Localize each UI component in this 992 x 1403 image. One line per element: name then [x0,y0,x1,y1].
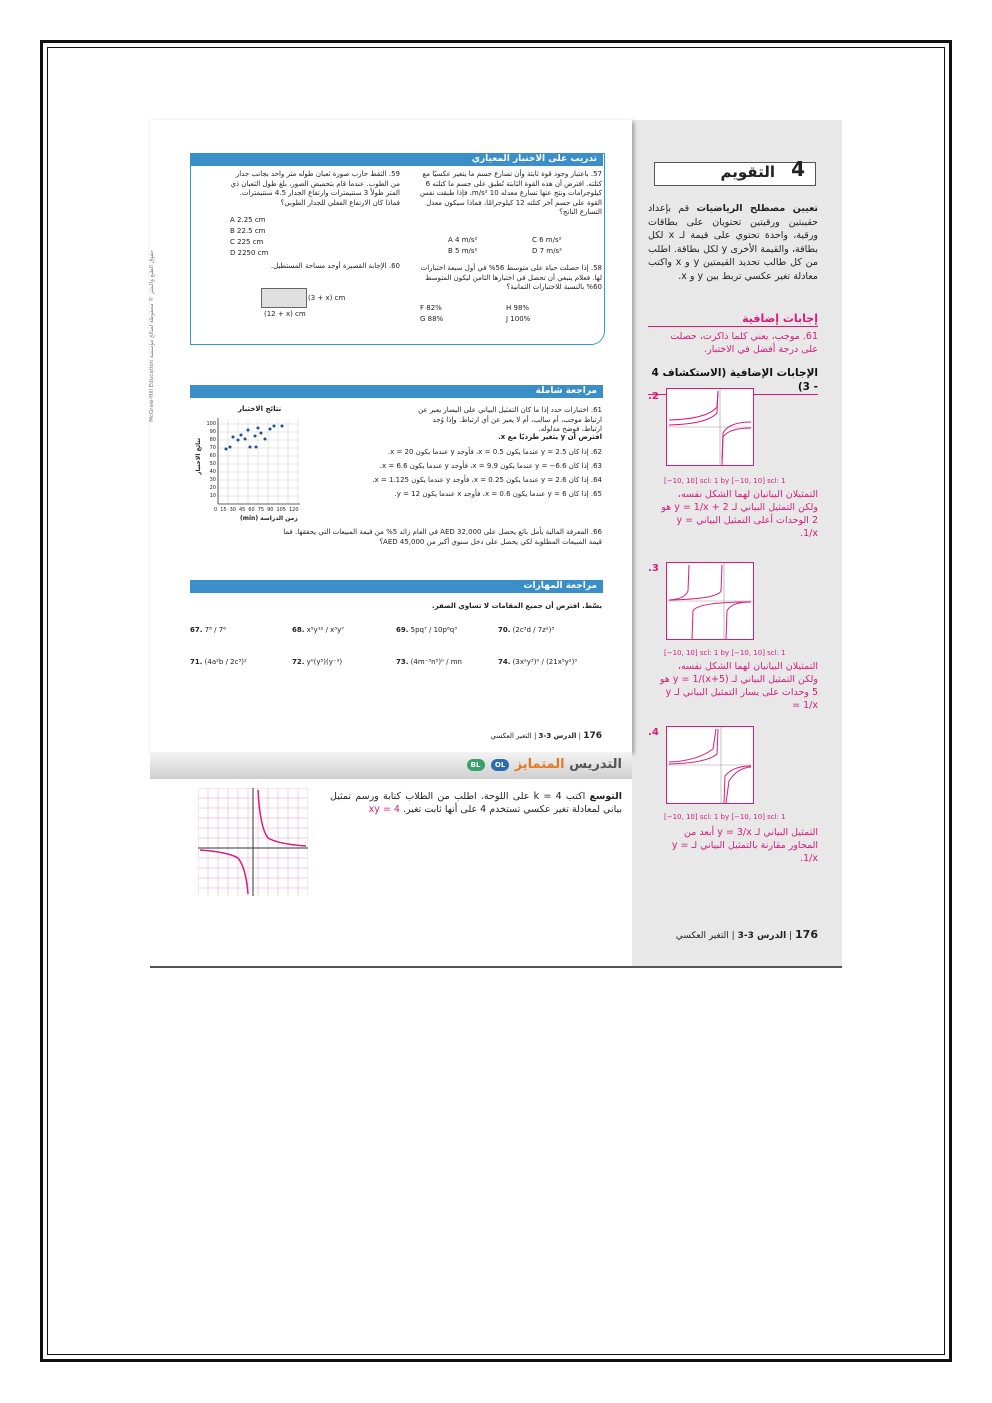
graph-3-text: التمثيلان البيانيان لهما الشكل نفسه، ولكن التمثيل البياني لـ y = 1/(x+5) هو 5 وحدات على يسار التمثيل البياني لـ y = 1/x [659,661,818,711]
badge-bl: BL [467,759,485,771]
skills-instruction: بسّط. افترض أن جميع المقامات لا تساوي الصفر. [431,602,602,610]
badge-ol: OL [491,759,509,771]
diff-title-prefix: التدريس [569,757,622,772]
q59-option-c: C 225 cm [230,238,264,246]
y-tick: 20 [209,485,216,491]
calculator-graph-3 [666,562,754,640]
student-page [150,120,632,752]
scatter-plot [208,416,308,516]
x-tick: 15 [220,507,227,513]
graph-3-caption: [−10, 10] scl: 1 by [−10, 10] scl: 1 [664,649,786,657]
graph-4-text: التمثيل البياني لـ y = 3/x أبعد من المحاور مقارنة بالتمثيل البياني لـ y = 1/x. [671,827,818,864]
assessment-text: قم بإعداد حقيبتين ورقيتين تحتويان على بطاقات ورقية، واحدة تحتوي على قيمة لـ x لكل بطاقة، والقيمة الأخرى y لكل بطاقة. اطلب من كل طالب تحديد القيمتين y و x واكتب معادلة تغير عكسي تربط بين y و x. [648,203,818,282]
q59-option-a: A 2.25 cm [230,216,266,224]
scatter-grid [218,420,298,504]
bottom-rule [150,966,842,968]
skill-item: 70. (2c³d / 7z²)³ [498,626,555,634]
extension-answer: xy = 4 [368,804,400,815]
skill-item: 71. (4a²b / 2c³)² [190,658,247,666]
q59-option-d: D 2250 cm [230,249,269,257]
extension-text: اكتب k = 4 على اللوحة. اطلب من الطلاب كتابة ورسم تمثيل بياني لمعادلة تغير عكسي تستخدم 4 على أنها ثابت تغير. [330,791,622,815]
sidebar-footer-topic: التغير العكسي [675,931,729,941]
vertical-credit: حقوق الطبع والنشر © محفوظة لصالح مؤسسة McGraw-Hill Education [149,250,155,422]
x-tick: 0 [214,507,218,513]
y-tick: 100 [206,421,216,427]
q57-option-a: A 4 m/s² [448,236,478,244]
x-tick: 60 [248,507,255,513]
test-prep-header: تدريب على الاختبار المعياري [190,153,603,166]
student-footer-topic: التغير العكسي [490,732,532,740]
skills-header: مراجعة المهارات [190,580,603,593]
y-tick: 40 [209,469,216,475]
x-tick: 30 [229,507,236,513]
skill-item: 67. 7⁸ / 7⁶ [190,626,226,634]
y-tick: 90 [209,429,216,435]
x-tick: 120 [288,507,299,513]
assume-text: افترض أن y يتغير طرديًا مع x. [498,433,602,441]
assessment-block [648,202,818,283]
y-tick: 50 [209,461,216,467]
sidebar-footer-page: 176 [795,928,818,941]
question-58: 58. إذا حصلت حياة على متوسط 56% في أول سبعة اختبارات لها. فعلام ينبغي أن تحصل في اختبارها الثامن ليكون المتوسط 60% بالنسبة للاختبارات الثمانية؟ [420,264,602,291]
q57-option-b: B 5 m/s² [448,247,478,255]
differentiated-header [150,752,632,779]
question-57: 57. باعتبار وجود قوة ثابتة وأن تسارع جسم ما يتغير عكسيًا مع كتلته. افترض أن هذه القوة الثابتة تُطبق على جسم ما كتلته 6 كيلوجرامات ونتج عنها تسارع معدله 10 m/s². فإذا طبقت نفس القوة على جسم آخر كتلته 12 كيلوجرامًا، فماذا سيكون معدل التسارع الناتج؟ [419,170,602,216]
graph-number-2: 2. [648,391,659,402]
q59-option-b: B 22.5 cm [230,227,266,235]
extension-text-block [330,790,622,816]
question-59: 59. التقط حارب صورة ثعبان طوله متر واحد بجانب جدار من الطوب. عندما قام بتحميض الصور، بلغ طول الثعبان ذي المتر طولاً 3 سنتيمترات وارتفاع الجدار 4.5 سنتيمترات. فماذا كان الارتفاع الفعلي للجدار الطوبي؟ [230,170,400,207]
q58-option-f: F 82% [420,304,442,312]
question-62: 62. إذا كان y = 2.5 عندما يكون x = 0.5، فأوجد y عندما يكون x = 20. [387,448,602,456]
graph-2-caption: [−10, 10] scl: 1 by [−10, 10] scl: 1 [664,477,786,485]
scatter-xlabel: زمن الدراسة (min) [240,515,298,522]
scatter-y-ticks [204,420,216,500]
skill-item: 69. 5pq⁷ / 10p⁶q³ [396,626,458,634]
y-tick: 10 [209,493,216,499]
review-header: مراجعة شاملة [190,385,603,398]
scatter-ylabel: نتائج الاختبار [195,437,202,475]
answer-61: 61. موجب، يعني كلما ذاكرت، حصلت على درجة أفضل في الاختبار. [670,331,818,355]
calculator-graph-4 [666,726,754,804]
y-tick: 70 [209,445,216,451]
q57-option-c: C 6 m/s² [532,236,562,244]
q57-option-d: D 7 m/s² [532,247,562,255]
graph-4-caption: [−10, 10] scl: 1 by [−10, 10] scl: 1 [664,813,786,821]
chapter-number: 4 [791,157,805,181]
y-tick: 80 [209,437,216,443]
extension-label: التوسع [589,791,622,802]
rect-width-label: (3 + x) cm [308,294,346,302]
chapter-title: التقويم [720,163,775,181]
scatter-title: نتائج الاختبار [238,405,282,413]
assessment-title: تعيين مصطلح الرياضيات [696,203,818,214]
skill-item: 73. (4m⁻³n⁵)⁰ / mn [396,658,462,666]
x-tick: 45 [238,507,246,513]
skill-item: 74. (3x²y³)⁰ / (21x⁵y²)⁰ [498,658,578,666]
q58-option-g: G 88% [420,315,444,323]
y-tick: 30 [209,477,216,483]
divider [648,326,818,327]
question-61: 61. اختبارات حدد إذا ما كان التمثيل البياني على اليسار يعبر عن ارتباط موجب، أم سالب، أم لا يعبر عن أي ارتباط. وإذا وُجد ارتباط، فوضح مدلوله. [418,406,602,433]
scatter-points [225,425,284,451]
rect-length-label: (12 + x) cm [264,310,306,318]
question-60: 60. الإجابة القصيرة أوجد مساحة المستطيل. [270,262,400,270]
extra-answers-explore-title: الإجابات الإضافية (الاستكشاف 4 - 3) [648,366,818,395]
calculator-graph-2 [666,388,754,466]
x-tick: 105 [276,507,286,513]
chapter-heading [654,157,816,186]
graph-2-text: التمثيلان البيانيان لهما الشكل نفسه، ولكن التمثيل البياني لـ y = 1/x + 2 هو 2 الوحدات أعلى التمثيل البياني y = 1/x. [661,489,818,539]
graph-2-svg [667,389,753,465]
x-tick: 75 [257,507,265,513]
inverse-variation-graph [198,788,308,896]
extra-answers-title: إجابات إضافية [742,312,818,325]
diff-title-highlight: المتمايز [514,757,565,772]
q58-option-j: J 100% [506,315,531,323]
graph-4-svg [667,727,753,803]
question-65: 65. إذا كان y = 6 عندما يكون x = 0.6، فأوجد x عندما يكون y = 12. [394,490,602,498]
y-tick: 60 [209,453,216,459]
student-footer-lesson: الدرس 3-3 [538,732,577,740]
q58-option-h: H 98% [506,304,530,312]
graph-number-3: 3. [648,563,659,574]
question-63: 63. إذا كان y = −6.6 عندما يكون x = 9.9، فأوجد y عندما يكون x = 6.6. [379,462,602,470]
sidebar-footer: 176 | الدرس 3-3 | التغير العكسي [675,928,818,941]
graph-3-svg [667,563,753,639]
graph-number-4: 4. [648,727,659,738]
skill-item: 68. x⁵y¹² / x³y⁷ [292,626,345,634]
student-footer: 176 | الدرس 3-3 | التغير العكسي [490,731,602,741]
x-tick: 90 [267,507,274,513]
sidebar-footer-lesson: الدرس 3-3 [737,931,787,941]
question-64: 64. إذا كان y = 2.6 عندما يكون x = 0.25، فأوجد y عندما يكون x = 1.125. [372,476,602,484]
student-footer-page: 176 [583,731,602,741]
question-66: 66. المعرفة المالية يأمل بائع يحصل على 32,000 AED في العام زائد 5% من قيمة المبيعات التي يحققها. فما قيمة المبيعات المطلوبة لكي يحصل على دخل سنوي أكبر من 45,000 AED؟ [283,528,602,546]
teacher-sidebar [632,120,842,968]
skill-item: 72. y⁰(y⁵)(y⁻⁹) [292,658,343,666]
rectangle-figure [261,288,307,308]
